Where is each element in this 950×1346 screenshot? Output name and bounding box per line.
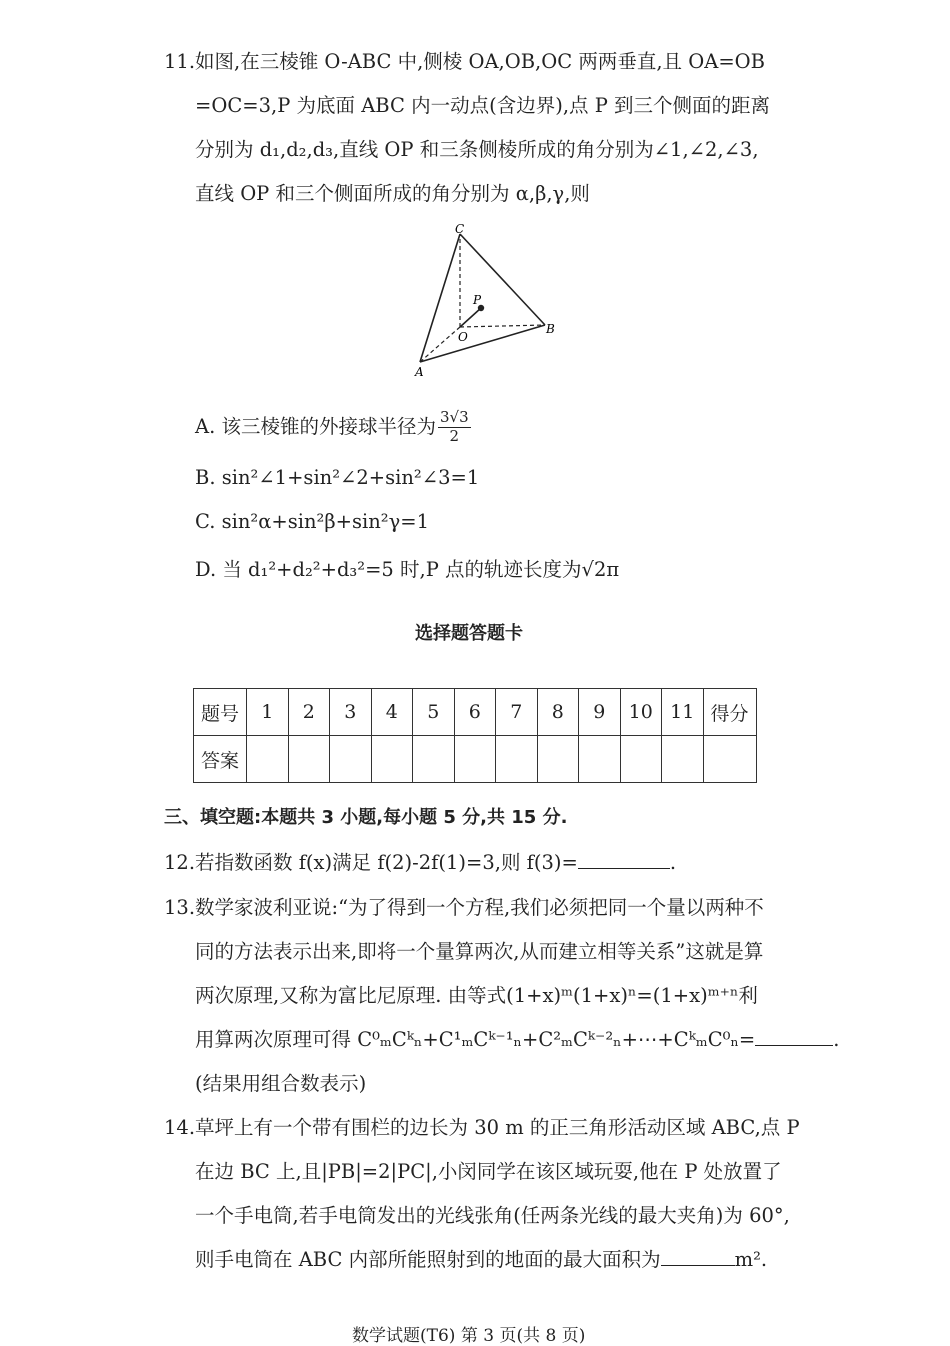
q13-line-4 xyxy=(195,1030,839,1050)
edge-CB xyxy=(460,234,545,325)
answer-card-number: 8 xyxy=(537,689,579,736)
answer-card-score-label: 得分 xyxy=(703,689,756,736)
q12-number: 12. xyxy=(164,851,196,874)
pyramid-figure xyxy=(405,222,575,382)
answer-cell[interactable] xyxy=(371,736,413,783)
label-A: A xyxy=(415,365,424,379)
q14-line-1: 草坪上有一个带有围栏的边长为 30 m 的正三角形活动区域 ABC,点 P xyxy=(195,1116,800,1139)
q11-line-3: 分别为 d₁,d₂,d₃,直线 OP 和三条侧棱所成的角分别为∠1,∠2,∠3, xyxy=(195,138,759,161)
answer-cell[interactable] xyxy=(247,736,289,783)
q12-text: 若指数函数 f(x)满足 f(2)-2f(1)=3,则 f(3)= xyxy=(195,851,578,874)
q11-option-b: B. sin²∠1+sin²∠2+sin²∠3=1 xyxy=(195,466,480,489)
answer-cell[interactable] xyxy=(662,736,704,783)
q11-option-d: D. 当 d₁²+d₂²+d₃²=5 时,P 点的轨迹长度为√2π xyxy=(195,558,620,581)
q13-line-3: 两次原理,又称为富比尼原理. 由等式(1+x)ᵐ(1+x)ⁿ=(1+x)ᵐ⁺ⁿ利 xyxy=(195,984,758,1007)
q11-option-a-numerator: 3√3 xyxy=(439,408,469,427)
q11-option-a-text: A. 该三棱锥的外接球半径为 xyxy=(195,415,436,439)
answer-card-row-answers xyxy=(194,736,757,783)
q11-line-2: =OC=3,P 为底面 ABC 内一动点(含边界),点 P 到三个侧面的距离 xyxy=(195,94,771,117)
q11-option-c: C. sin²α+sin²β+sin²γ=1 xyxy=(195,510,429,533)
score-cell[interactable] xyxy=(703,736,756,783)
label-B: B xyxy=(546,322,555,336)
label-P: P xyxy=(473,293,482,307)
q13-answer-blank[interactable] xyxy=(755,1044,833,1046)
answer-card-number: 1 xyxy=(247,689,289,736)
q12-period: . xyxy=(669,851,677,874)
q13-period: . xyxy=(833,1028,840,1051)
section-3-heading: 三、填空题:本题共 3 小题,每小题 5 分,共 15 分. xyxy=(164,807,568,828)
q14-line-3: 一个手电筒,若手电筒发出的光线张角(任两条光线的最大夹角)为 60°, xyxy=(195,1204,790,1227)
q14-line-4-text: 则手电筒在 ABC 内部所能照射到的地面的最大面积为 xyxy=(195,1248,661,1271)
q11-option-a-denominator: 2 xyxy=(449,426,460,445)
q11-line-1: 如图,在三棱锥 O-ABC 中,侧棱 OA,OB,OC 两两垂直,且 OA=OB xyxy=(195,50,765,73)
q11-option-a-fraction xyxy=(438,409,471,445)
label-O: O xyxy=(458,330,468,344)
answer-cell[interactable] xyxy=(413,736,455,783)
q14-unit: m². xyxy=(734,1248,768,1271)
q14-number: 14. xyxy=(164,1116,196,1139)
answer-card-title: 选择题答题卡 xyxy=(415,623,523,644)
q12-answer-blank[interactable] xyxy=(578,867,670,869)
answer-card-row2-label: 答案 xyxy=(194,736,247,783)
q11-number: 11. xyxy=(164,50,196,73)
answer-cell[interactable] xyxy=(288,736,330,783)
answer-card-number: 9 xyxy=(579,689,621,736)
page-footer: 数学试题(T6) 第 3 页(共 8 页) xyxy=(352,1326,586,1346)
q13-line-1: 数学家波利亚说:“为了得到一个方程,我们必须把同一个量以两种不 xyxy=(195,896,764,919)
answer-card-number: 2 xyxy=(288,689,330,736)
answer-card-number: 5 xyxy=(413,689,455,736)
q14-line-2: 在边 BC 上,且|PB|=2|PC|,小闵同学在该区域玩耍,他在 P 处放置了 xyxy=(195,1160,782,1183)
answer-cell[interactable] xyxy=(579,736,621,783)
label-C: C xyxy=(455,222,465,236)
q13-line-4-text: 用算两次原理可得 C⁰ₘCᵏₙ+C¹ₘCᵏ⁻¹ₙ+C²ₘCᵏ⁻²ₙ+⋯+CᵏₘC⁰ₙ= xyxy=(195,1028,756,1051)
q13-line-2: 同的方法表示出来,即将一个量算两次,从而建立相等关系”这就是算 xyxy=(195,940,764,963)
answer-card-row1-label: 题号 xyxy=(194,689,247,736)
q12-line xyxy=(195,853,676,873)
segment-OP xyxy=(460,308,481,327)
q13-number: 13. xyxy=(164,896,196,919)
answer-cell[interactable] xyxy=(330,736,372,783)
answer-card-number: 10 xyxy=(620,689,662,736)
answer-card-number: 4 xyxy=(371,689,413,736)
edge-CA xyxy=(420,234,460,362)
answer-cell[interactable] xyxy=(496,736,538,783)
answer-card-number: 6 xyxy=(454,689,496,736)
q11-line-4: 直线 OP 和三个侧面所成的角分别为 α,β,γ,则 xyxy=(195,182,590,205)
answer-card-row-numbers xyxy=(194,689,757,736)
edge-OB xyxy=(460,325,545,327)
answer-card-number: 7 xyxy=(496,689,538,736)
q13-line-5: (结果用组合数表示) xyxy=(195,1072,367,1095)
answer-cell[interactable] xyxy=(454,736,496,783)
answer-cell[interactable] xyxy=(537,736,579,783)
q14-answer-blank[interactable] xyxy=(661,1264,735,1266)
q11-option-a xyxy=(195,408,473,446)
q14-line-4 xyxy=(195,1250,767,1270)
answer-card-number: 11 xyxy=(662,689,704,736)
answer-card-table xyxy=(193,688,757,783)
answer-card-number: 3 xyxy=(330,689,372,736)
edge-AB xyxy=(420,325,545,362)
answer-cell[interactable] xyxy=(620,736,662,783)
